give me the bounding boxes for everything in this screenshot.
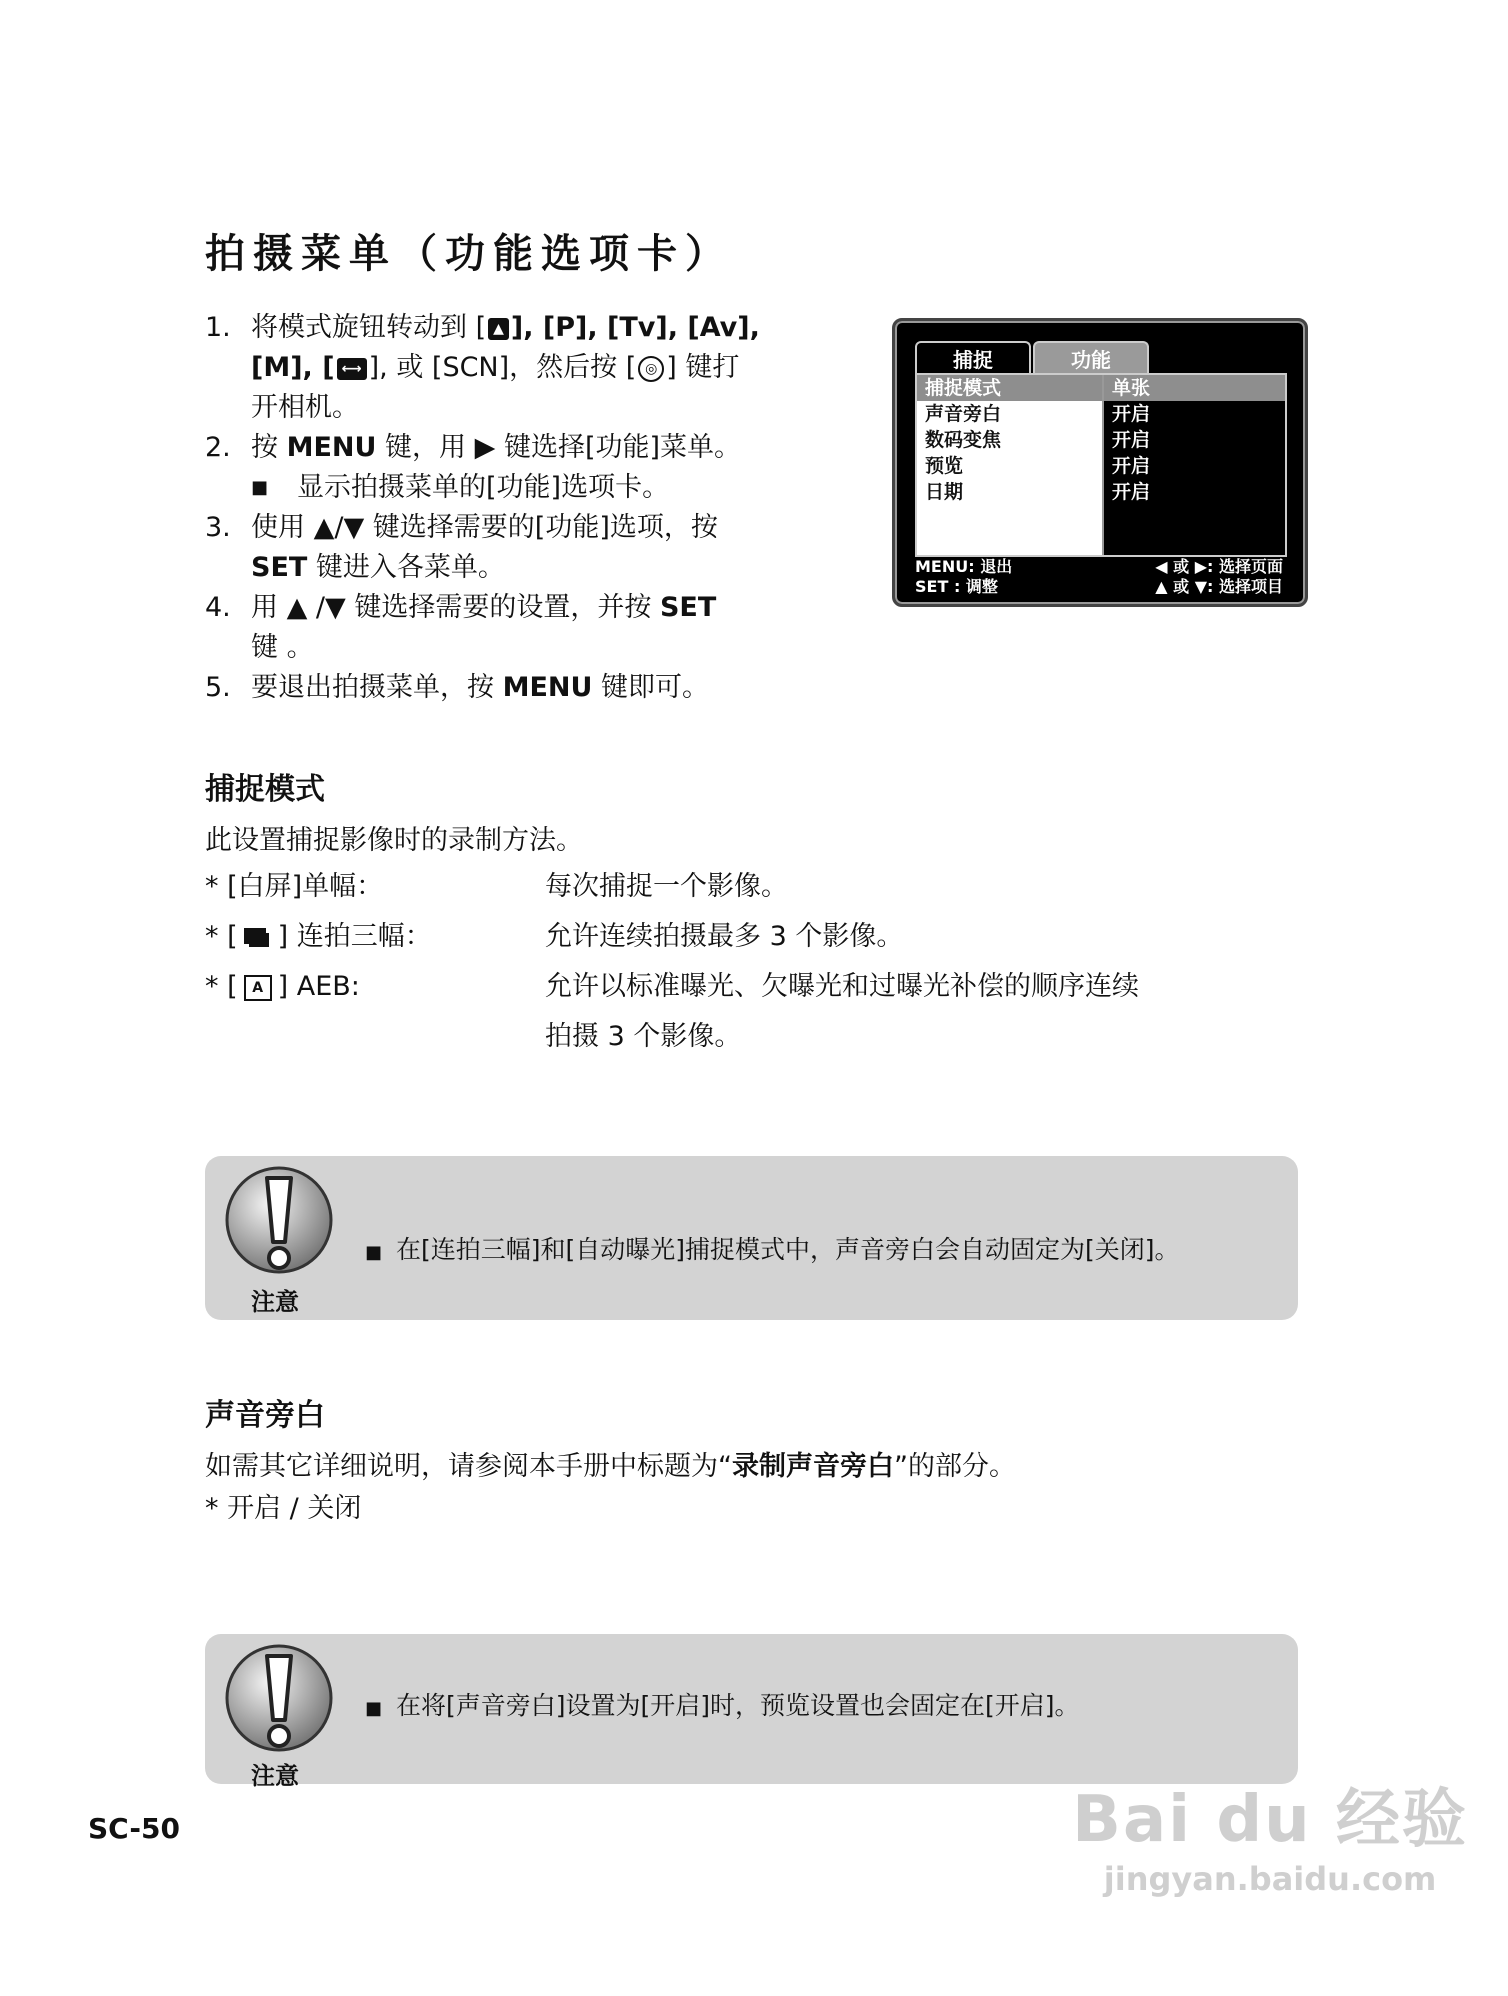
step-text: 要退出拍摄菜单，按 bbox=[251, 672, 494, 703]
item-desc: 允许连续拍摄最多 3 个影像。 bbox=[545, 921, 904, 952]
step-number: 4. bbox=[205, 592, 231, 623]
step-text: 开相机。 bbox=[251, 392, 359, 423]
list-item bbox=[205, 962, 1305, 1062]
cross-reference: 录制声音旁白 bbox=[732, 1451, 894, 1482]
step-number: 1. bbox=[205, 312, 231, 343]
section-heading-voice-memo: 声音旁白 bbox=[205, 1398, 325, 1433]
intro-text: 如需其它详细说明，请参阅本手册中标题为“ bbox=[205, 1451, 732, 1482]
note-label: 注意 bbox=[251, 1762, 299, 1790]
menu-value: 开启 bbox=[1112, 455, 1151, 477]
section-heading-capture-mode: 捕捉模式 bbox=[205, 772, 325, 807]
watermark-url: jingyan.baidu.com bbox=[1103, 1860, 1437, 1898]
step-text: [M], [ bbox=[251, 352, 335, 383]
section-intro: 此设置捕捉影像时的录制方法。 bbox=[205, 825, 583, 856]
step-text: 键进入各菜单。 bbox=[315, 552, 505, 583]
menu-items bbox=[917, 375, 1104, 555]
keyword: SET bbox=[659, 592, 717, 623]
item-desc: 每次捕捉一个影像。 bbox=[545, 871, 788, 902]
watermark-logo: Bai du 经验 bbox=[1072, 1783, 1468, 1857]
tab-capture[interactable]: 捕捉 bbox=[915, 341, 1031, 373]
list-item bbox=[205, 912, 1305, 962]
step-text: ], [P], [Tv], [Av], bbox=[510, 312, 760, 343]
square-bullet-icon: ■ bbox=[365, 1698, 383, 1719]
menu-item[interactable]: 数码变焦 bbox=[925, 429, 1002, 451]
note-box bbox=[205, 1634, 1298, 1790]
menu-item[interactable]: 预览 bbox=[925, 455, 964, 477]
footer-page-hint: ◀ 或 ▶: 选择页面 bbox=[1155, 557, 1283, 576]
square-bullet-icon: ■ bbox=[365, 1242, 383, 1263]
list-item bbox=[205, 862, 1305, 912]
step-text: 键，用 ▶ 键选择[功能]菜单。 bbox=[385, 432, 742, 463]
note-text: 在将[声音旁白]设置为[开启]时，预览设置也会固定在[开启]。 bbox=[396, 1691, 1080, 1720]
step-text: 使用 ▲/▼ 键选择需要的[功能]选项，按 bbox=[251, 512, 718, 543]
page-title: 拍摄菜单（功能选项卡） bbox=[205, 231, 733, 277]
step-2-sub bbox=[205, 468, 825, 508]
option-values: * 开启 / 关闭 bbox=[205, 1493, 362, 1524]
menu-value: 单张 bbox=[1104, 375, 1285, 401]
item-term: * [白屏]单幅： bbox=[205, 871, 384, 902]
footer-item-hint: ▲ 或 ▼: 选择项目 bbox=[1155, 577, 1283, 596]
step-3 bbox=[205, 508, 825, 588]
step-1 bbox=[205, 308, 825, 428]
step-text: 用 ▲ /▼ 键选择需要的设置，并按 bbox=[251, 592, 652, 623]
menu-item[interactable]: 声音旁白 bbox=[925, 403, 1002, 425]
tab-function[interactable]: 功能 bbox=[1033, 341, 1149, 375]
sub-text: 显示拍摄菜单的[功能]选项卡。 bbox=[297, 472, 670, 503]
keyword: MENU bbox=[502, 672, 593, 703]
note-text: 在[连拍三幅]和[自动曝光]捕捉模式中，声音旁白会自动固定为[关闭]。 bbox=[396, 1235, 1180, 1264]
section-intro bbox=[205, 1444, 1016, 1483]
keyword: SET bbox=[251, 552, 308, 583]
menu-value: 开启 bbox=[1112, 403, 1151, 425]
movie-mode-icon: ⟷ bbox=[337, 358, 367, 380]
step-number: 5. bbox=[205, 672, 231, 703]
auto-mode-icon: ▲ bbox=[488, 318, 509, 340]
note-label: 注意 bbox=[251, 1288, 299, 1316]
steps-list bbox=[205, 308, 825, 708]
item-term: * [ bbox=[205, 921, 238, 952]
step-text: ], 或 [SCN]，然后按 [ bbox=[368, 352, 637, 383]
square-bullet-icon: ■ bbox=[251, 477, 269, 498]
watermark bbox=[1072, 1768, 1468, 1898]
intro-text: ”的部分。 bbox=[894, 1451, 1016, 1482]
step-number: 3. bbox=[205, 512, 231, 543]
burst-icon bbox=[244, 926, 272, 950]
menu-item[interactable]: 捕捉模式 bbox=[917, 375, 1102, 401]
step-text: 按 bbox=[251, 432, 278, 463]
item-term: * [ bbox=[205, 971, 238, 1002]
step-4 bbox=[205, 588, 825, 668]
step-text: ] 键打 bbox=[666, 352, 740, 383]
keyword: MENU bbox=[286, 432, 377, 463]
item-desc: 拍摄 3 个影像。 bbox=[545, 1021, 742, 1052]
menu-value: 开启 bbox=[1112, 429, 1151, 451]
step-text: 键即可。 bbox=[601, 672, 710, 703]
aeb-icon: A bbox=[244, 975, 272, 1001]
camera-menu-screen bbox=[892, 318, 1308, 607]
menu-value: 开启 bbox=[1112, 481, 1151, 503]
footer-set-hint: SET : 调整 bbox=[915, 577, 998, 596]
step-text: 键 。 bbox=[251, 632, 314, 663]
page-number: SC-50 bbox=[88, 1812, 180, 1845]
menu-tabs bbox=[915, 341, 1149, 373]
item-term: ] AEB: bbox=[277, 971, 360, 1002]
capture-mode-list bbox=[205, 862, 1305, 1062]
item-desc: 允许以标准曝光、欠曝光和过曝光补偿的顺序连续 bbox=[545, 971, 1139, 1002]
step-5 bbox=[205, 668, 825, 708]
menu-values bbox=[1104, 375, 1285, 555]
footer-menu-hint: MENU: 退出 bbox=[915, 557, 1013, 576]
step-text: 将模式旋钮转动到 [ bbox=[251, 312, 487, 343]
note-box bbox=[205, 1156, 1298, 1320]
menu-panel bbox=[915, 373, 1287, 557]
menu-item[interactable]: 日期 bbox=[925, 481, 964, 503]
item-term: ] 连拍三幅： bbox=[277, 921, 432, 952]
step-number: 2. bbox=[205, 432, 231, 463]
step-2 bbox=[205, 428, 825, 468]
power-button-icon: ◎ bbox=[638, 356, 664, 382]
